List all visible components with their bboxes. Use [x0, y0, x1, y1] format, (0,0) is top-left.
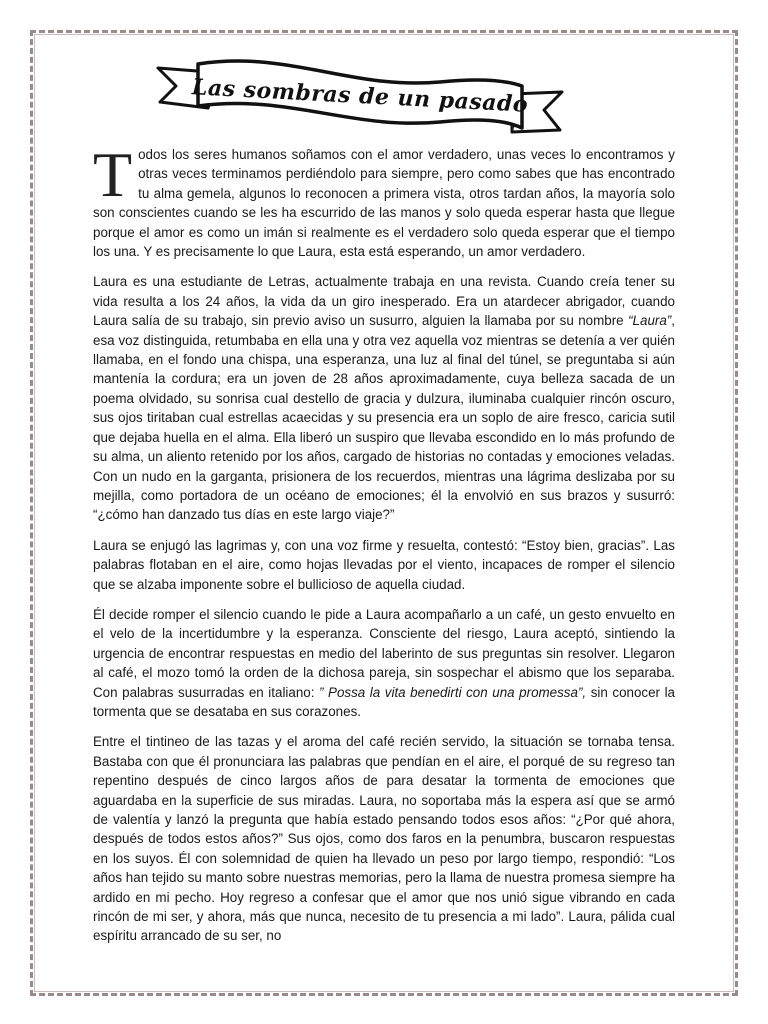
paragraph-2-text-b: , esa voz distinguida, retumbaba en ella una y otra vez aquella voz mientras se detenía a ver quién llamaba, en el fondo una chispa, una esperanza, una luz al final del túnel, se preguntaba si aún mantenía la cordura; era un joven de 28 años aproximadamente, cuya belleza sacada de un poema olvidado, su sonrisa cual destello de gracia y dulzura, iluminaba cualquier rincón oscuro, sus ojos tiritaban cual estrellas acaecidas y su presencia era un soplo de aire fresco, caricia sutil que dejaba huella en el alma. Ella liberó un suspiro que llevaba escondido en lo más profundo de su alma, un aliento retenido por los años, cargado de historias no contadas y emociones veladas. Con un nudo en la garganta, prisionera de los recuerdos, mientras una lágrima deslizaba por su mejilla, como portadora de un océano de emociones; él la envolvió en sus brazos y susurró: “¿cómo han danzado tus días en este largo viaje?”	[93, 313, 675, 523]
paragraph-4	[93, 605, 675, 721]
paragraph-1	[93, 139, 675, 261]
article-body	[93, 139, 675, 957]
paragraph-1-text: odos los seres humanos soñamos con el amor verdadero, unas veces lo encontramos y otras veces terminamos perdiéndolo para siempre, pero como sabes que has encontrado tu alma gemela, algunos lo reconocen a primera vista, otros tardan años, la mayoría solo son conscientes cuando se les ha escurrido de las manos y solo queda esperar hasta que llegue porque el amor es como un imán si realmente es el verdadero solo queda esperar que el tiempo los una. Y es precisamente lo que Laura, esta está esperando, un amor verdadero.	[93, 147, 675, 260]
drop-cap: T	[93, 139, 133, 210]
paragraph-5: Entre el tintineo de las tazas y el aroma del café recién servido, la situación se tornaba tensa. Bastaba con que él pronunciara las palabras que pendían en el aire, el porqué de su regreso tan repentino después de cinco largos años de para desatar la tormenta de emociones que aguardaba en la superficie de sus miradas. Laura, no soportaba más la espera así que se armó de valentía y lanzó la pregunta que había estado pensando todos esos años: “¿Por qué ahora, después de todos estos años?” Sus ojos, como dos faros en la penumbra, buscaron respuestas en los suyos. Él con solemnidad de quien ha llevado un peso por largo tiempo, respondió: “Los años han tejido su manto sobre nuestras memorias, pero la llama de nuestra promesa siempre ha ardido en mi pecho. Hoy regreso a confesar que el amor que nos unió sigue vibrando en cada rincón de mi ser, y ahora, más que nunca, necesito de tu presencia a mi lado”. Laura, pálida cual espíritu arrancado de su ser, no	[93, 734, 675, 944]
paragraph-2-text-a: Laura es una estudiante de Letras, actualmente trabaja en una revista. Cuando creía tener su vida resulta a los 24 años, la vida da un giro inesperado. Era un atardecer abrigador, cuando Laura salía de su trabajo, sin previo aviso un susurro, alguien la llamaba por su nombre	[93, 274, 675, 329]
paragraph-4-text-a: Él decide romper el silencio cuando le pide a Laura acompañarlo a un café, un gesto envuelto en el velo de la incertidumbre y la esperanza. Consciente del riesgo, Laura aceptó, sintiendo la urgencia de encontrar respuestas en medio del laberinto de sus preguntas sin resolver. Llegaron al café, el mozo tomó la orden de la dichosa pareja, sin sospechar el abismo que los separaba. Con palabras susurradas en italiano:	[93, 606, 675, 700]
title-banner	[150, 50, 570, 150]
page-title: Las sombras de un pasado	[191, 74, 529, 118]
paragraph-4-text-b: sin conocer la tormenta que se desataba en sus corazones.	[93, 684, 675, 719]
paragraph-2	[93, 272, 675, 524]
paragraph-4-quote: ” Possa la vita benedirti con una promessa”,	[319, 684, 587, 700]
paragraph-3: Laura se enjugó las lagrimas y, con una voz firme y resuelta, contestó: “Estoy bien, gracias”. Las palabras flotaban en el aire, como hojas llevadas por el viento, incapaces de romper el silencio que se alzaba imponente sobre el bullicioso de aquella ciudad.	[93, 537, 675, 592]
paragraph-2-name: “Laura”	[628, 313, 672, 329]
